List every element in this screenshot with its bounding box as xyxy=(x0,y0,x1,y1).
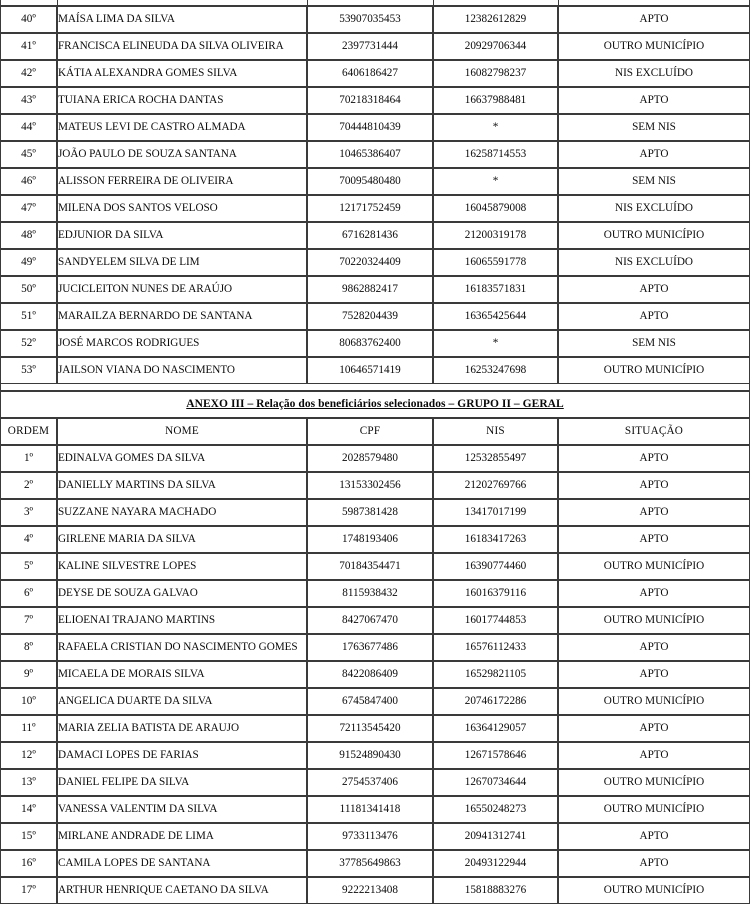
row-cell-ordem: 8º xyxy=(0,634,57,661)
row-cell-ordem: 15º xyxy=(0,823,57,850)
column-header-nome: NOME xyxy=(57,418,307,445)
row-cell-ordem: 5º xyxy=(0,553,57,580)
table-row xyxy=(0,445,750,472)
table-row xyxy=(0,357,750,384)
row-cell-situacao: APTO xyxy=(558,141,750,168)
row-cell-cpf: 1748193406 xyxy=(307,526,433,553)
row-cell-cpf: 10465386407 xyxy=(307,141,433,168)
row-cell-ordem: 44º xyxy=(0,114,57,141)
table-row xyxy=(0,330,750,357)
table-row xyxy=(0,688,750,715)
table-row xyxy=(0,6,750,33)
row-cell-ordem: 53º xyxy=(0,357,57,384)
row-cell-cpf: 9862882417 xyxy=(307,276,433,303)
row-cell-nis: 16253247698 xyxy=(433,357,558,384)
row-cell-ordem: 47º xyxy=(0,195,57,222)
row-cell-ordem: 1º xyxy=(0,445,57,472)
row-cell-ordem: 2º xyxy=(0,472,57,499)
row-cell-nis: * xyxy=(433,330,558,357)
row-cell-cpf: 70444810439 xyxy=(307,114,433,141)
row-cell-situacao: APTO xyxy=(558,526,750,553)
row-cell-nis: 16065591778 xyxy=(433,249,558,276)
row-cell-ordem: 11º xyxy=(0,715,57,742)
row-cell-nome: ANGELICA DUARTE DA SILVA xyxy=(57,688,307,715)
column-header-ordem: ORDEM xyxy=(0,418,57,445)
row-cell-nis: * xyxy=(433,114,558,141)
row-cell-nis: 12670734644 xyxy=(433,769,558,796)
row-cell-ordem: 52º xyxy=(0,330,57,357)
row-cell-nome: SUZZANE NAYARA MACHADO xyxy=(57,499,307,526)
row-cell-nome: MAÍSA LIMA DA SILVA xyxy=(57,6,307,33)
row-cell-nis: 12532855497 xyxy=(433,445,558,472)
row-cell-situacao: OUTRO MUNICÍPIO xyxy=(558,607,750,634)
table-row xyxy=(0,499,750,526)
row-cell-cpf: 13153302456 xyxy=(307,472,433,499)
row-cell-situacao: NIS EXCLUÍDO xyxy=(558,249,750,276)
row-cell-nome: DANIEL FELIPE DA SILVA xyxy=(57,769,307,796)
row-cell-situacao: APTO xyxy=(558,850,750,877)
row-cell-nome: MARAILZA BERNARDO DE SANTANA xyxy=(57,303,307,330)
row-cell-situacao: NIS EXCLUÍDO xyxy=(558,60,750,87)
row-cell-nome: EDJUNIOR DA SILVA xyxy=(57,222,307,249)
row-cell-ordem: 14º xyxy=(0,796,57,823)
row-cell-nome: MARIA ZELIA BATISTA DE ARAUJO xyxy=(57,715,307,742)
table-row xyxy=(0,249,750,276)
table-row xyxy=(0,796,750,823)
row-cell-nis: 20929706344 xyxy=(433,33,558,60)
row-cell-nome: DEYSE DE SOUZA GALVAO xyxy=(57,580,307,607)
row-cell-nis: 20941312741 xyxy=(433,823,558,850)
row-cell-nis: 16365425644 xyxy=(433,303,558,330)
row-cell-nome: KÁTIA ALEXANDRA GOMES SILVA xyxy=(57,60,307,87)
row-cell-nome: TUIANA ERICA ROCHA DANTAS xyxy=(57,87,307,114)
table-row xyxy=(0,276,750,303)
table-header-row xyxy=(0,418,750,445)
row-cell-cpf: 2397731444 xyxy=(307,33,433,60)
row-cell-cpf: 72113545420 xyxy=(307,715,433,742)
table-section-divider xyxy=(0,384,750,391)
table-row xyxy=(0,222,750,249)
row-cell-situacao: APTO xyxy=(558,303,750,330)
row-cell-cpf: 70184354471 xyxy=(307,553,433,580)
row-cell-nome: JAILSON VIANA DO NASCIMENTO xyxy=(57,357,307,384)
row-cell-cpf: 53907035453 xyxy=(307,6,433,33)
table-row xyxy=(0,661,750,688)
row-cell-situacao: OUTRO MUNICÍPIO xyxy=(558,222,750,249)
row-cell-nome: MATEUS LEVI DE CASTRO ALMADA xyxy=(57,114,307,141)
row-cell-situacao: SEM NIS xyxy=(558,330,750,357)
column-header-situacao: SITUAÇÃO xyxy=(558,418,750,445)
row-cell-cpf: 8427067470 xyxy=(307,607,433,634)
column-header-cpf: CPF xyxy=(307,418,433,445)
row-cell-nome: ELIOENAI TRAJANO MARTINS xyxy=(57,607,307,634)
row-cell-cpf: 9222213408 xyxy=(307,877,433,904)
row-cell-situacao: APTO xyxy=(558,472,750,499)
row-cell-nis: 16529821105 xyxy=(433,661,558,688)
row-cell-nome: MICAELA DE MORAIS SILVA xyxy=(57,661,307,688)
table-row xyxy=(0,303,750,330)
row-cell-situacao: APTO xyxy=(558,661,750,688)
row-cell-cpf: 7528204439 xyxy=(307,303,433,330)
column-header-nis: NIS xyxy=(433,418,558,445)
row-cell-situacao: OUTRO MUNICÍPIO xyxy=(558,553,750,580)
table-row xyxy=(0,850,750,877)
row-cell-nis: 13417017199 xyxy=(433,499,558,526)
row-cell-situacao: APTO xyxy=(558,445,750,472)
row-cell-nis: 16364129057 xyxy=(433,715,558,742)
row-cell-situacao: SEM NIS xyxy=(558,168,750,195)
table-row xyxy=(0,769,750,796)
row-cell-ordem: 46º xyxy=(0,168,57,195)
row-cell-ordem: 16º xyxy=(0,850,57,877)
annex-title-text: ANEXO III – Relação dos beneficiários selecionados – GRUPO II – GERAL xyxy=(186,398,564,411)
row-cell-cpf: 9733113476 xyxy=(307,823,433,850)
row-cell-cpf: 8422086409 xyxy=(307,661,433,688)
row-cell-situacao: APTO xyxy=(558,823,750,850)
row-cell-cpf: 2028579480 xyxy=(307,445,433,472)
row-cell-nis: 15818883276 xyxy=(433,877,558,904)
table-row xyxy=(0,607,750,634)
row-cell-ordem: 6º xyxy=(0,580,57,607)
table-row xyxy=(0,742,750,769)
row-cell-cpf: 2754537406 xyxy=(307,769,433,796)
row-cell-cpf: 6745847400 xyxy=(307,688,433,715)
row-cell-cpf: 37785649863 xyxy=(307,850,433,877)
row-cell-nis: 16183571831 xyxy=(433,276,558,303)
row-cell-ordem: 13º xyxy=(0,769,57,796)
row-cell-situacao: APTO xyxy=(558,634,750,661)
table-row xyxy=(0,168,750,195)
row-cell-ordem: 4º xyxy=(0,526,57,553)
row-cell-nis: 16016379116 xyxy=(433,580,558,607)
table-row xyxy=(0,87,750,114)
row-cell-situacao: OUTRO MUNICÍPIO xyxy=(558,796,750,823)
row-cell-nis: 16637988481 xyxy=(433,87,558,114)
row-cell-situacao: NIS EXCLUÍDO xyxy=(558,195,750,222)
row-cell-cpf: 1763677486 xyxy=(307,634,433,661)
row-cell-cpf: 6406186427 xyxy=(307,60,433,87)
row-cell-cpf: 80683762400 xyxy=(307,330,433,357)
row-cell-nome: DANIELLY MARTINS DA SILVA xyxy=(57,472,307,499)
table-row xyxy=(0,60,750,87)
row-cell-ordem: 43º xyxy=(0,87,57,114)
row-cell-nome: SANDYELEM SILVA DE LIM xyxy=(57,249,307,276)
row-cell-nis: 16258714553 xyxy=(433,141,558,168)
row-cell-nis: 12671578646 xyxy=(433,742,558,769)
row-cell-situacao: OUTRO MUNICÍPIO xyxy=(558,688,750,715)
row-cell-ordem: 40º xyxy=(0,6,57,33)
row-cell-nome: JOÃO PAULO DE SOUZA SANTANA xyxy=(57,141,307,168)
annex-title-cell xyxy=(0,391,750,418)
row-cell-nis: 16183417263 xyxy=(433,526,558,553)
row-cell-nis: 16017744853 xyxy=(433,607,558,634)
table-row xyxy=(0,634,750,661)
row-cell-situacao: OUTRO MUNICÍPIO xyxy=(558,769,750,796)
row-cell-cpf: 70220324409 xyxy=(307,249,433,276)
table-row xyxy=(0,553,750,580)
table-row xyxy=(0,114,750,141)
row-cell-situacao: APTO xyxy=(558,742,750,769)
row-cell-nome: EDINALVA GOMES DA SILVA xyxy=(57,445,307,472)
row-cell-situacao: APTO xyxy=(558,499,750,526)
row-cell-nis: 16082798237 xyxy=(433,60,558,87)
row-cell-nis: 12382612829 xyxy=(433,6,558,33)
row-cell-nome: GIRLENE MARIA DA SILVA xyxy=(57,526,307,553)
beneficiaries-table-group-one-continued xyxy=(0,6,750,384)
table-row xyxy=(0,580,750,607)
table-row xyxy=(0,33,750,60)
row-cell-cpf: 8115938432 xyxy=(307,580,433,607)
row-cell-nome: JUCICLEITON NUNES DE ARAÚJO xyxy=(57,276,307,303)
row-cell-ordem: 41º xyxy=(0,33,57,60)
row-cell-situacao: OUTRO MUNICÍPIO xyxy=(558,877,750,904)
row-cell-situacao: OUTRO MUNICÍPIO xyxy=(558,33,750,60)
row-cell-nome: ALISSON FERREIRA DE OLIVEIRA xyxy=(57,168,307,195)
row-cell-situacao: APTO xyxy=(558,6,750,33)
row-cell-ordem: 3º xyxy=(0,499,57,526)
row-cell-nome: RAFAELA CRISTIAN DO NASCIMENTO GOMES xyxy=(57,634,307,661)
row-cell-ordem: 50º xyxy=(0,276,57,303)
row-cell-nome: CAMILA LOPES DE SANTANA xyxy=(57,850,307,877)
row-cell-nome: FRANCISCA ELINEUDA DA SILVA OLIVEIRA xyxy=(57,33,307,60)
row-cell-ordem: 12º xyxy=(0,742,57,769)
row-cell-nome: MILENA DOS SANTOS VELOSO xyxy=(57,195,307,222)
row-cell-situacao: SEM NIS xyxy=(558,114,750,141)
row-cell-cpf: 12171752459 xyxy=(307,195,433,222)
row-cell-cpf: 91524890430 xyxy=(307,742,433,769)
row-cell-ordem: 7º xyxy=(0,607,57,634)
table-row xyxy=(0,715,750,742)
table-row xyxy=(0,877,750,904)
row-cell-nome: KALINE SILVESTRE LOPES xyxy=(57,553,307,580)
row-cell-nis: 16576112433 xyxy=(433,634,558,661)
row-cell-cpf: 70095480480 xyxy=(307,168,433,195)
row-cell-situacao: APTO xyxy=(558,715,750,742)
table-row xyxy=(0,526,750,553)
row-cell-nome: ARTHUR HENRIQUE CAETANO DA SILVA xyxy=(57,877,307,904)
annex-title-row xyxy=(0,391,750,418)
row-cell-ordem: 42º xyxy=(0,60,57,87)
row-cell-cpf: 5987381428 xyxy=(307,499,433,526)
row-cell-nome: DAMACI LOPES DE FARIAS xyxy=(57,742,307,769)
row-cell-nome: JOSÉ MARCOS RODRIGUES xyxy=(57,330,307,357)
beneficiaries-table-group-two xyxy=(0,391,750,904)
table-row xyxy=(0,195,750,222)
row-cell-ordem: 9º xyxy=(0,661,57,688)
row-cell-nis: 16550248273 xyxy=(433,796,558,823)
row-cell-nis: 16390774460 xyxy=(433,553,558,580)
row-cell-cpf: 11181341418 xyxy=(307,796,433,823)
row-cell-cpf: 70218318464 xyxy=(307,87,433,114)
row-cell-ordem: 49º xyxy=(0,249,57,276)
row-cell-nis: 21202769766 xyxy=(433,472,558,499)
row-cell-ordem: 45º xyxy=(0,141,57,168)
row-cell-nis: 21200319178 xyxy=(433,222,558,249)
row-cell-ordem: 10º xyxy=(0,688,57,715)
row-cell-situacao: APTO xyxy=(558,87,750,114)
row-cell-nis: 16045879008 xyxy=(433,195,558,222)
clipped-row-top xyxy=(0,0,750,6)
row-cell-nome: VANESSA VALENTIM DA SILVA xyxy=(57,796,307,823)
row-cell-situacao: APTO xyxy=(558,276,750,303)
row-cell-nis: 20493122944 xyxy=(433,850,558,877)
row-cell-cpf: 6716281436 xyxy=(307,222,433,249)
row-cell-cpf: 10646571419 xyxy=(307,357,433,384)
row-cell-situacao: APTO xyxy=(558,580,750,607)
table-row xyxy=(0,472,750,499)
row-cell-nome: MIRLANE ANDRADE DE LIMA xyxy=(57,823,307,850)
row-cell-situacao: OUTRO MUNICÍPIO xyxy=(558,357,750,384)
row-cell-nis: 20746172286 xyxy=(433,688,558,715)
table-row xyxy=(0,823,750,850)
row-cell-ordem: 48º xyxy=(0,222,57,249)
table-row xyxy=(0,141,750,168)
row-cell-nis: * xyxy=(433,168,558,195)
row-cell-ordem: 17º xyxy=(0,877,57,904)
row-cell-ordem: 51º xyxy=(0,303,57,330)
